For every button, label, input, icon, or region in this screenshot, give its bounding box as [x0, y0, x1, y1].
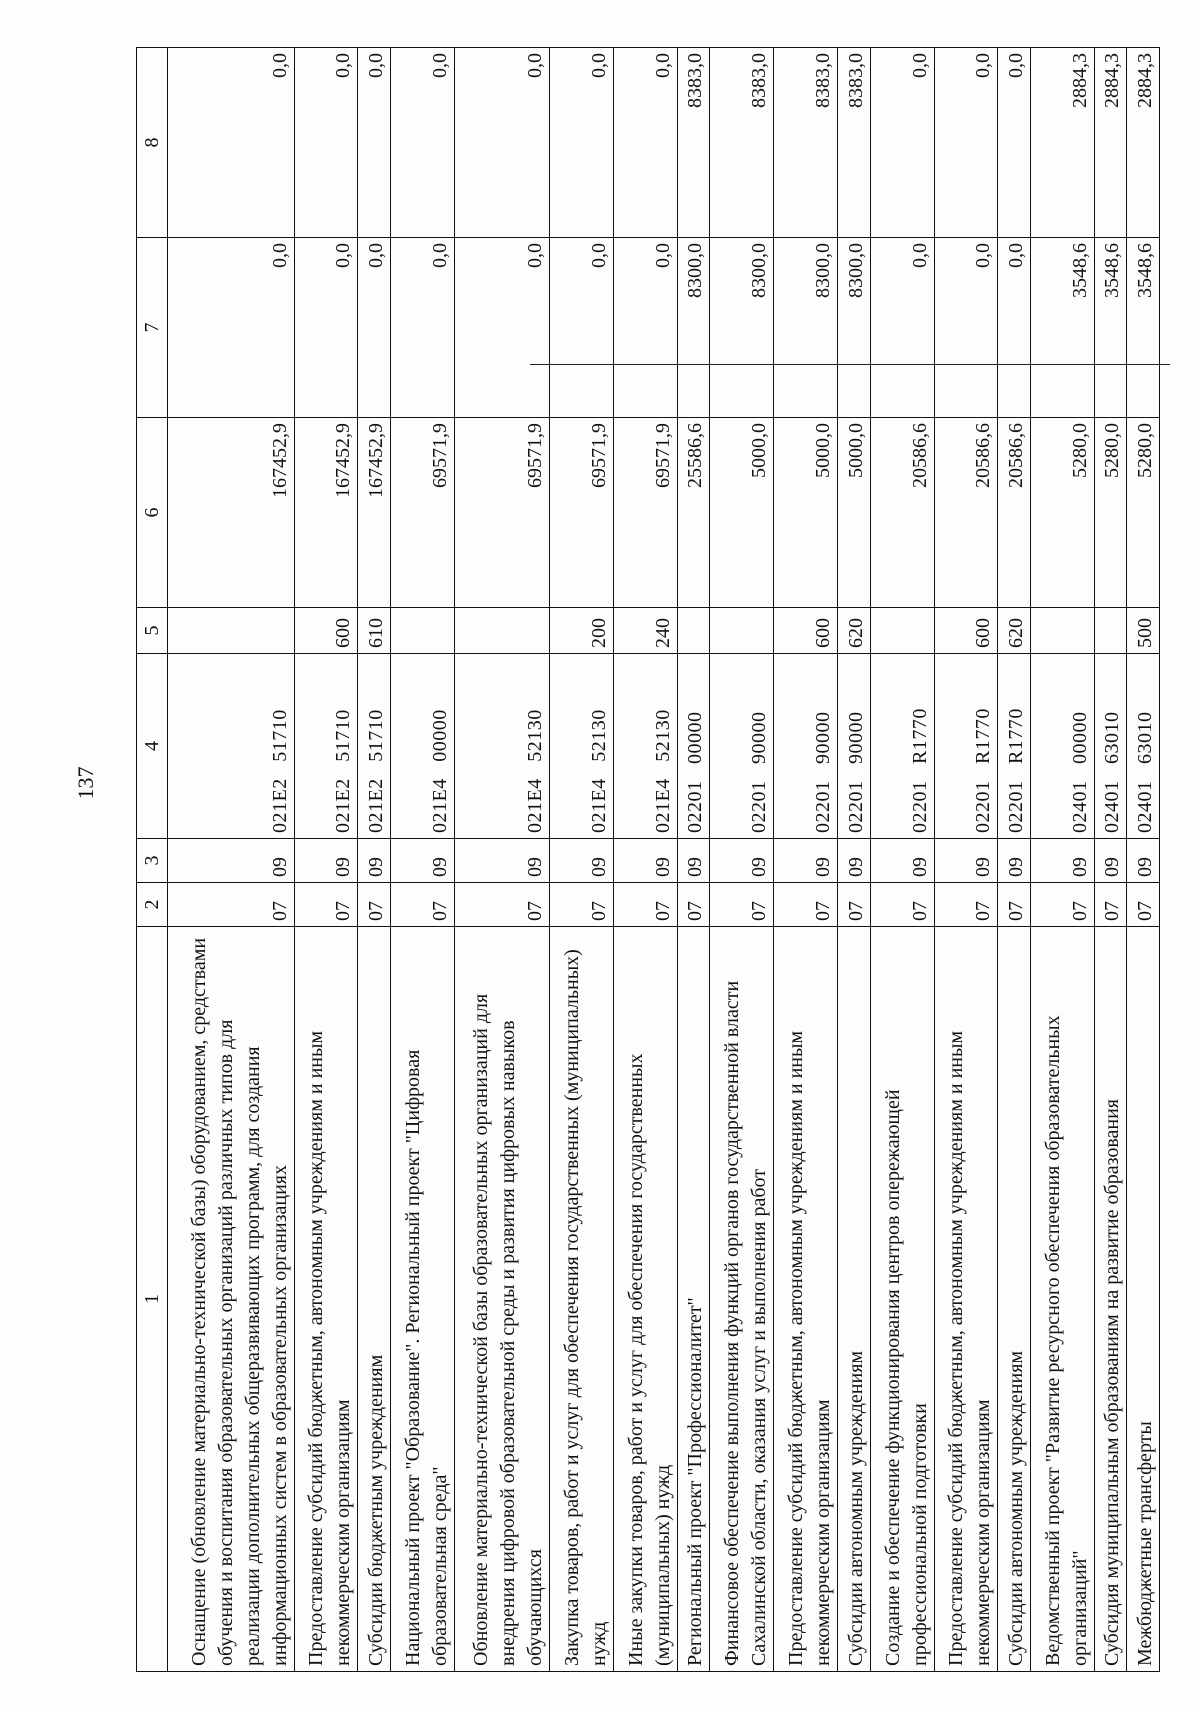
amount-col6-cell: 167452,9: [358, 418, 391, 608]
amount-col6-cell: 69571,9: [614, 418, 678, 608]
expense-type-cell: [391, 608, 455, 654]
subsection-code-cell: 09: [358, 839, 391, 883]
target-article-cell: 02201 R1770: [934, 654, 998, 839]
section-code-cell: 07: [358, 883, 391, 927]
target-article-cell: 021E2 51710: [358, 654, 391, 839]
target-article-cell: 021E4 52130: [550, 654, 614, 839]
expense-type-cell: [1030, 608, 1094, 654]
target-article-cell: 021E2 51710: [168, 654, 295, 839]
subsection-code-cell: 09: [870, 839, 934, 883]
amount-col7-cell: 8300,0: [774, 238, 838, 418]
amount-col7-cell: 0,0: [934, 238, 998, 418]
page-number: 137: [73, 766, 98, 800]
amount-col8-cell: 0,0: [998, 48, 1031, 238]
column-header: 1: [137, 927, 168, 1672]
section-code-cell: 07: [998, 883, 1031, 927]
amount-col6-cell: 5000,0: [710, 418, 774, 608]
amount-col8-cell: 0,0: [294, 48, 358, 238]
amount-col6-cell: 5280,0: [1094, 418, 1127, 608]
subsection-code-cell: 09: [1030, 839, 1094, 883]
amount-col8-cell: 0,0: [454, 48, 549, 238]
row-name-cell: Национальный проект "Образование". Региональный проект "Цифровая образовательная среда": [391, 927, 455, 1672]
subsection-code-cell: 09: [838, 839, 871, 883]
target-article-cell: 02201 00000: [677, 654, 710, 839]
target-article-cell: 02201 R1770: [870, 654, 934, 839]
subsection-code-cell: 09: [1094, 839, 1127, 883]
section-code-cell: 07: [391, 883, 455, 927]
amount-col7-cell: 0,0: [550, 238, 614, 418]
amount-col6-cell: 69571,9: [454, 418, 549, 608]
column-header: 4: [137, 654, 168, 839]
subsection-code-cell: 09: [391, 839, 455, 883]
amount-col7-cell: 8300,0: [838, 238, 871, 418]
subsection-code-cell: 09: [998, 839, 1031, 883]
subsection-code-cell: 09: [934, 839, 998, 883]
amount-col8-cell: 2884,3: [1127, 48, 1160, 238]
expense-type-cell: [1094, 608, 1127, 654]
amount-col8-cell: 8383,0: [838, 48, 871, 238]
amount-col6-cell: 20586,6: [998, 418, 1031, 608]
table-body: [168, 48, 1160, 1672]
amount-col7-cell: 0,0: [870, 238, 934, 418]
amount-col8-cell: 0,0: [550, 48, 614, 238]
subsection-code-cell: 09: [454, 839, 549, 883]
row-name-cell: Оснащение (обновление материально-технической базы) оборудованием, средствами обучения и воспитания образовательных организаций различных типов для реализации дополнительных общеразвивающих программ, для создания информационных систем в образовательных организациях: [168, 927, 295, 1672]
target-article-cell: 02401 63010: [1127, 654, 1160, 839]
row-name-cell: Субсидия муниципальным образованиям на развитие образования: [1094, 927, 1127, 1672]
section-code-cell: 07: [838, 883, 871, 927]
amount-col7-cell: 3548,6: [1030, 238, 1094, 418]
section-code-cell: 07: [677, 883, 710, 927]
expense-type-cell: 600: [934, 608, 998, 654]
column-header: 5: [137, 608, 168, 654]
expense-type-cell: 610: [358, 608, 391, 654]
amount-col6-cell: 69571,9: [550, 418, 614, 608]
row-name-cell: Предоставление субсидий бюджетным, автономным учреждениям и иным некоммерческим организациям: [294, 927, 358, 1672]
table-row: [168, 48, 295, 1672]
expense-type-cell: [454, 608, 549, 654]
amount-col8-cell: 0,0: [870, 48, 934, 238]
row-name-cell: Создание и обеспечение функционирования центров опережающей профессиональной подготовки: [870, 927, 934, 1672]
amount-col6-cell: 167452,9: [294, 418, 358, 608]
amount-col7-cell: 8300,0: [710, 238, 774, 418]
table-row: [998, 48, 1031, 1672]
row-name-cell: Финансовое обеспечение выполнения функций органов государственной власти Сахалинской области, оказания услуг и выполнения работ: [710, 927, 774, 1672]
section-code-cell: 07: [614, 883, 678, 927]
amount-col7-cell: 3548,6: [1094, 238, 1127, 418]
amount-col7-cell: 8300,0: [677, 238, 710, 418]
amount-col6-cell: 5000,0: [838, 418, 871, 608]
amount-col7-cell: 0,0: [294, 238, 358, 418]
section-code-cell: 07: [168, 883, 295, 927]
row-name-cell: Субсидии автономным учреждениям: [998, 927, 1031, 1672]
table-row: [294, 48, 358, 1672]
row-name-cell: Закупка товаров, работ и услуг для обеспечения государственных (муниципальных) нужд: [550, 927, 614, 1672]
amount-col6-cell: 167452,9: [168, 418, 295, 608]
column-header: 2: [137, 883, 168, 927]
target-article-cell: 02201 90000: [838, 654, 871, 839]
row-name-cell: Ведомственный проект "Развитие ресурсного обеспечения образовательных организаций": [1030, 927, 1094, 1672]
amount-col6-cell: 5000,0: [774, 418, 838, 608]
amount-col7-cell: 3548,6: [1127, 238, 1160, 418]
section-code-cell: 07: [934, 883, 998, 927]
amount-col7-cell: 0,0: [358, 238, 391, 418]
column-header: 6: [137, 418, 168, 608]
amount-col6-cell: 5280,0: [1030, 418, 1094, 608]
subsection-code-cell: 09: [614, 839, 678, 883]
target-article-cell: 021E4 52130: [454, 654, 549, 839]
column-header: 7: [137, 238, 168, 418]
target-article-cell: 02201 R1770: [998, 654, 1031, 839]
budget-table: [136, 47, 1160, 1672]
table-row: [934, 48, 998, 1672]
expense-type-cell: [710, 608, 774, 654]
row-name-cell: Предоставление субсидий бюджетным, автономным учреждениям и иным некоммерческим организациям: [934, 927, 998, 1672]
rotated-table-container: [136, 48, 1160, 1672]
table-row: [614, 48, 678, 1672]
amount-col8-cell: 8383,0: [677, 48, 710, 238]
section-code-cell: 07: [774, 883, 838, 927]
row-name-cell: Субсидии автономным учреждениям: [838, 927, 871, 1672]
expense-type-cell: 240: [614, 608, 678, 654]
target-article-cell: 021E4 00000: [391, 654, 455, 839]
amount-col7-cell: 0,0: [998, 238, 1031, 418]
target-article-cell: 021E2 51710: [294, 654, 358, 839]
amount-col7-cell: 0,0: [391, 238, 455, 418]
amount-col6-cell: 20586,6: [934, 418, 998, 608]
subsection-code-cell: 09: [168, 839, 295, 883]
section-code-cell: 07: [710, 883, 774, 927]
section-code-cell: 07: [454, 883, 549, 927]
target-article-cell: 02401 00000: [1030, 654, 1094, 839]
amount-col6-cell: 69571,9: [391, 418, 455, 608]
subsection-code-cell: 09: [774, 839, 838, 883]
subsection-code-cell: 09: [1127, 839, 1160, 883]
subsection-code-cell: 09: [550, 839, 614, 883]
row-name-cell: Субсидии бюджетным учреждениям: [358, 927, 391, 1672]
amount-col7-cell: 0,0: [454, 238, 549, 418]
row-name-cell: Региональный проект "Профессионалитет": [677, 927, 710, 1672]
amount-col8-cell: 0,0: [934, 48, 998, 238]
amount-col8-cell: 2884,3: [1030, 48, 1094, 238]
section-code-cell: 07: [1127, 883, 1160, 927]
amount-col8-cell: 8383,0: [774, 48, 838, 238]
table-row: [550, 48, 614, 1672]
subsection-code-cell: 09: [710, 839, 774, 883]
amount-col8-cell: 0,0: [391, 48, 455, 238]
section-code-cell: 07: [294, 883, 358, 927]
column-header: 8: [137, 48, 168, 238]
table-row: [1127, 48, 1160, 1672]
amount-col6-cell: 20586,6: [870, 418, 934, 608]
table-row: [1094, 48, 1127, 1672]
subsection-code-cell: 09: [294, 839, 358, 883]
expense-type-cell: [677, 608, 710, 654]
amount-col7-cell: 0,0: [614, 238, 678, 418]
amount-col7-cell: 0,0: [168, 238, 295, 418]
row-name-cell: Предоставление субсидий бюджетным, автономным учреждениям и иным некоммерческим организациям: [774, 927, 838, 1672]
target-article-cell: 02201 90000: [710, 654, 774, 839]
section-code-cell: 07: [1030, 883, 1094, 927]
section-code-cell: 07: [870, 883, 934, 927]
subsection-code-cell: 09: [677, 839, 710, 883]
table-row: [710, 48, 774, 1672]
expense-type-cell: 600: [294, 608, 358, 654]
target-article-cell: 02201 90000: [774, 654, 838, 839]
expense-type-cell: 500: [1127, 608, 1160, 654]
expense-type-cell: 600: [774, 608, 838, 654]
table-row: [454, 48, 549, 1672]
table-row: [358, 48, 391, 1672]
table-row: [677, 48, 710, 1672]
table-row: [838, 48, 871, 1672]
target-article-cell: 02401 63010: [1094, 654, 1127, 839]
amount-col8-cell: 0,0: [358, 48, 391, 238]
column-number-row: [137, 48, 168, 1672]
row-name-cell: Межбюджетные трансферты: [1127, 927, 1160, 1672]
amount-col8-cell: 0,0: [168, 48, 295, 238]
amount-col6-cell: 25586,6: [677, 418, 710, 608]
amount-col8-cell: 0,0: [614, 48, 678, 238]
section-code-cell: 07: [1094, 883, 1127, 927]
amount-col8-cell: 2884,3: [1094, 48, 1127, 238]
table-row: [391, 48, 455, 1672]
target-article-cell: 021E4 52130: [614, 654, 678, 839]
expense-type-cell: 620: [838, 608, 871, 654]
row-name-cell: Иные закупки товаров, работ и услуг для обеспечения государственных (муниципальных) нужд: [614, 927, 678, 1672]
table-row: [1030, 48, 1094, 1672]
expense-type-cell: [168, 608, 295, 654]
table-row: [870, 48, 934, 1672]
expense-type-cell: [870, 608, 934, 654]
expense-type-cell: 200: [550, 608, 614, 654]
table-row: [774, 48, 838, 1672]
row-name-cell: Обновление материально-технической базы образовательных организаций для внедрения цифровой образовательной среды и развития цифровых навыков обучающихся: [454, 927, 549, 1672]
amount-col8-cell: 8383,0: [710, 48, 774, 238]
amount-col6-cell: 5280,0: [1127, 418, 1160, 608]
column-header: 3: [137, 839, 168, 883]
section-code-cell: 07: [550, 883, 614, 927]
expense-type-cell: 620: [998, 608, 1031, 654]
